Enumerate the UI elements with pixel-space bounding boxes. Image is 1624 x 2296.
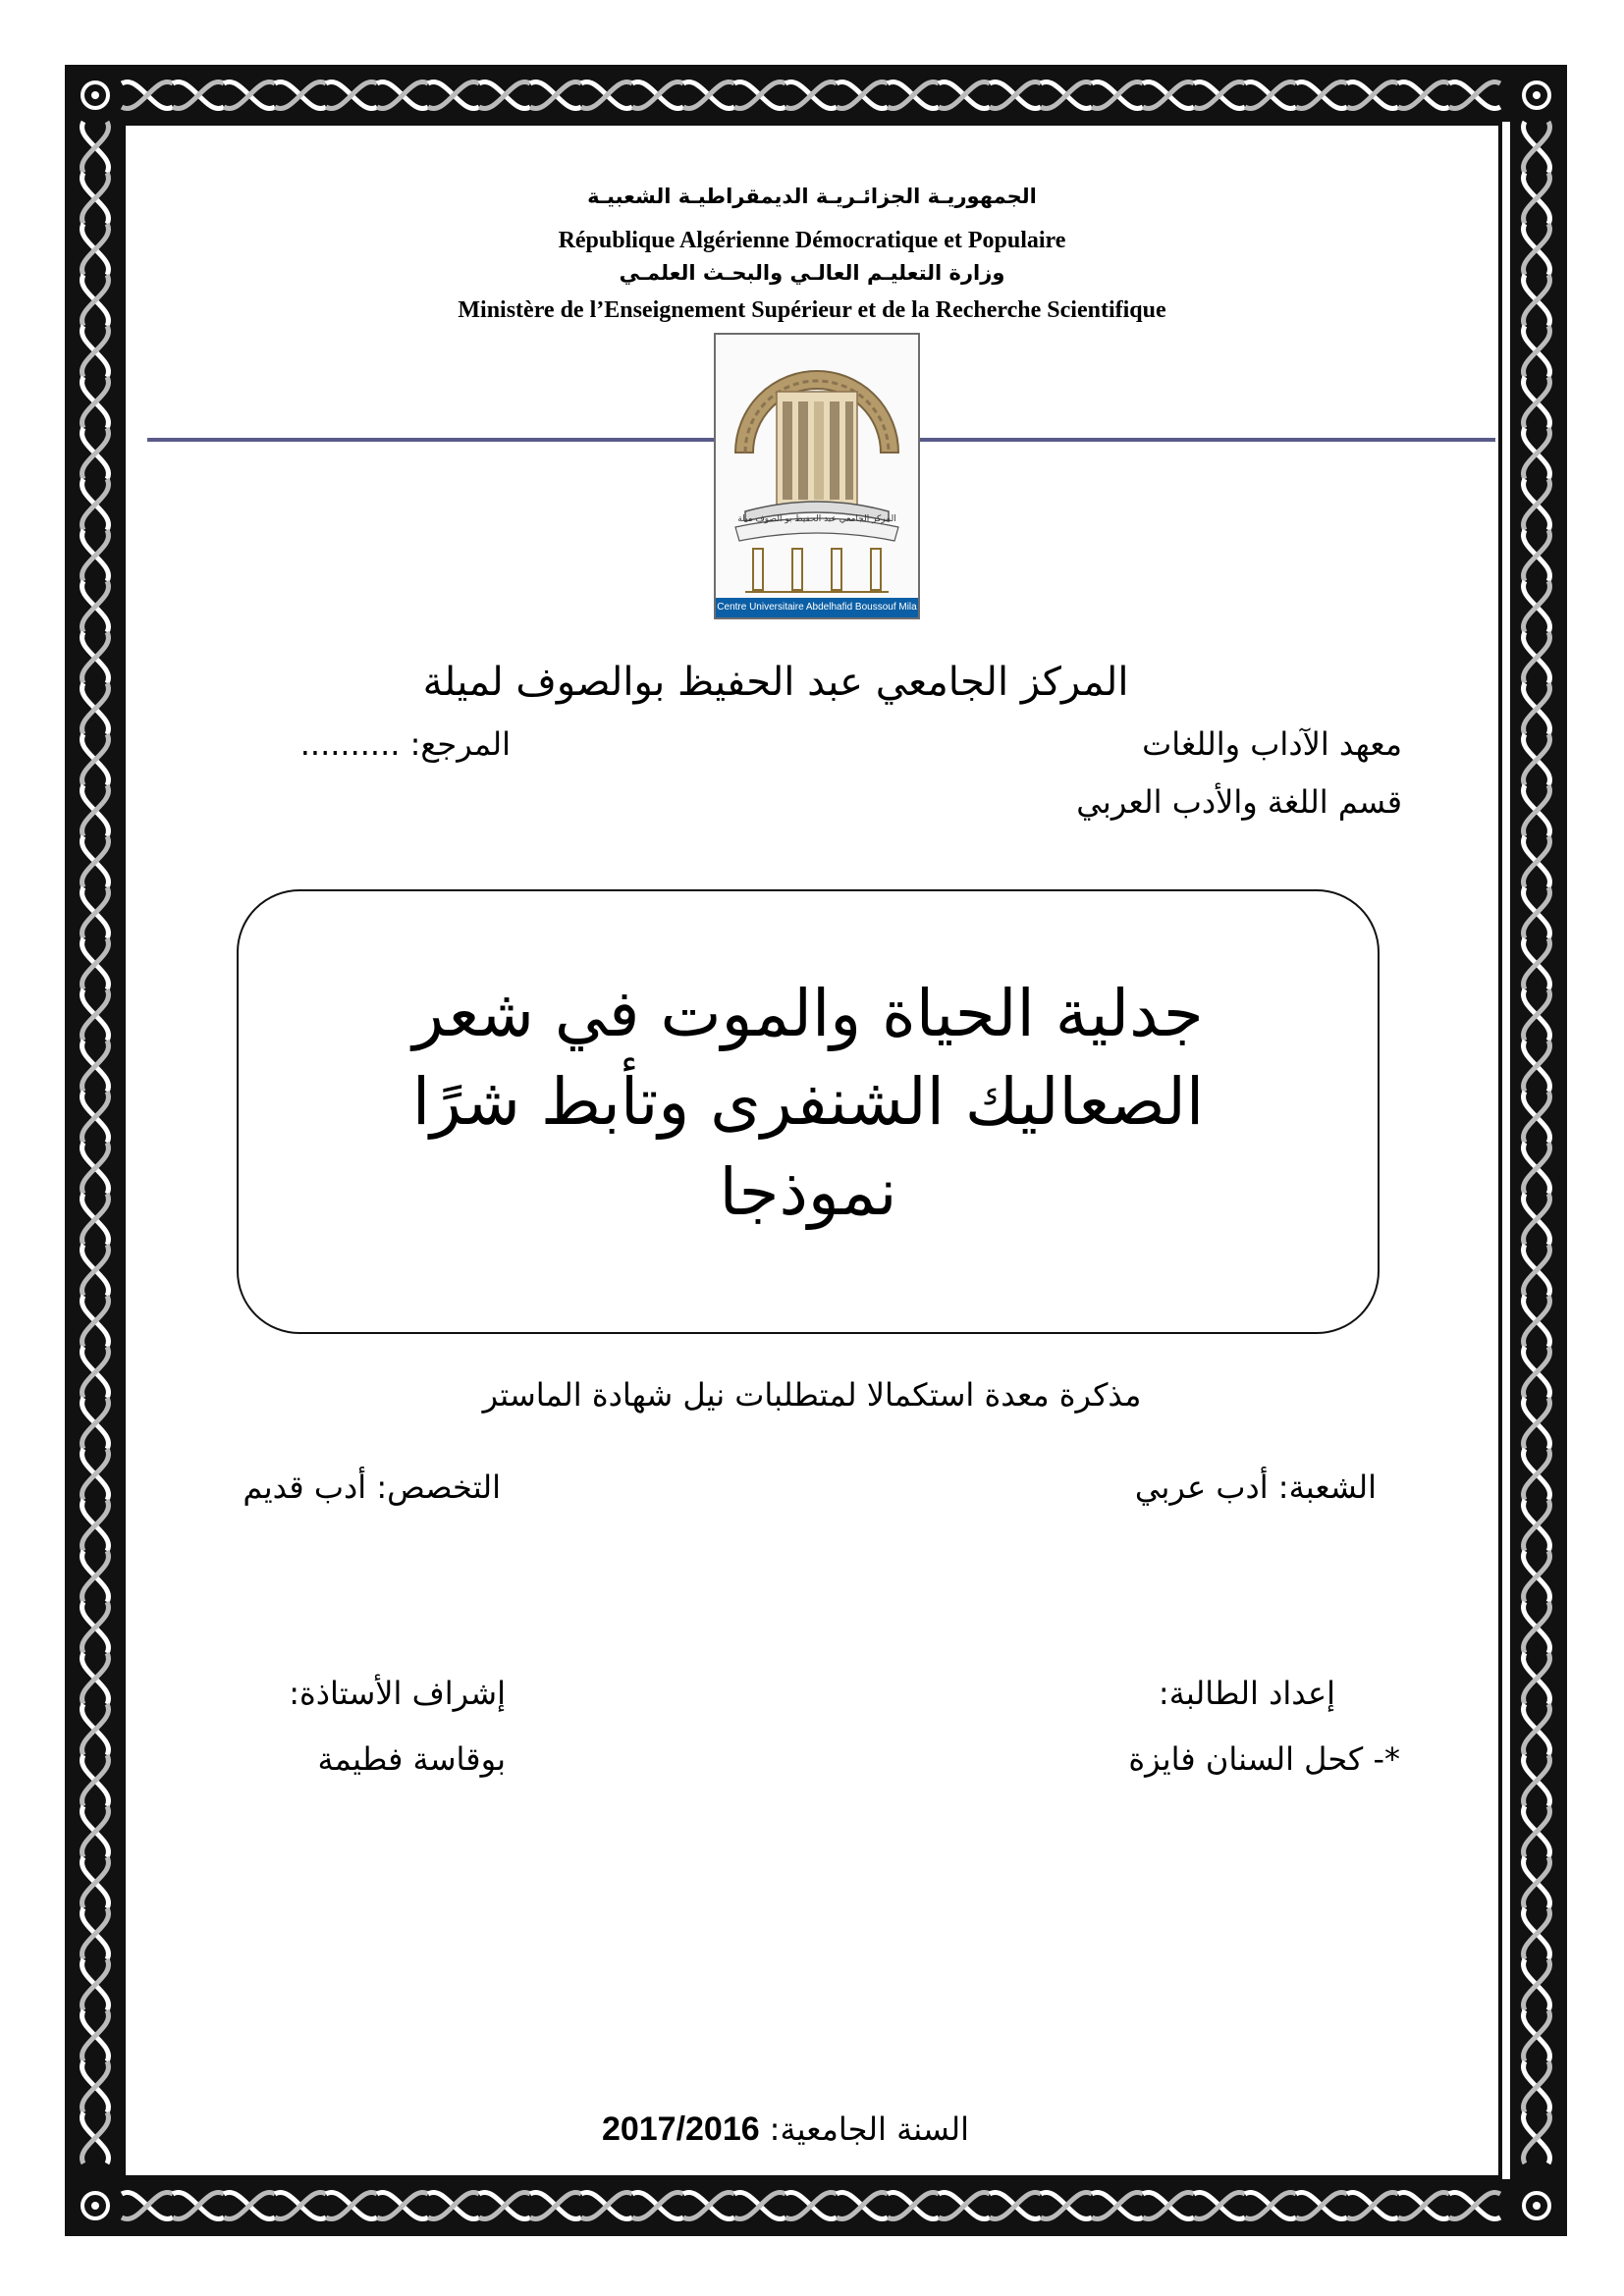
logo-arabic-ribbon: المركز الجامعي عبد الحفيظ بو الصوف ميلة xyxy=(737,514,896,524)
corner-ornament-top-left xyxy=(71,71,120,120)
thesis-title-line-1: جدلية الحياة والموت في شعر xyxy=(412,976,1204,1051)
academic-year-label: السنة الجامعية: xyxy=(769,2110,970,2148)
reference-field: المرجع: .......... xyxy=(299,725,511,763)
student-name: *- كحل السنان فايزة xyxy=(1128,1740,1400,1778)
specialty-field: التخصص: أدب قديم xyxy=(243,1468,501,1506)
prepared-by-label: إعداد الطالبة: xyxy=(1158,1675,1335,1712)
academic-year-value: 2017/2016 xyxy=(601,2110,760,2148)
academic-year xyxy=(560,2110,1011,2149)
corner-ornament-bottom-right xyxy=(1512,2181,1561,2230)
institute-name: معهد الآداب واللغات xyxy=(1142,725,1402,763)
corner-ornament-top-right xyxy=(1512,71,1561,120)
memo-description: مذكرة معدة استكمالا لمتطلبات نيل شهادة الماستر xyxy=(482,1376,1142,1414)
ministry-name-arabic: وزارة التعليـم العالـي والبحـث العلمـي xyxy=(619,261,1005,285)
logo-caption: Centre Universitaire Abdelhafid Boussouf Mila xyxy=(716,598,918,617)
thesis-title-line-2: الصعاليك الشنفرى وتأبط شرًا xyxy=(411,1064,1205,1140)
header-rule-right xyxy=(919,438,1495,442)
ministry-name-french: Ministère de l’Enseignement Supérieur et de la Recherche Scientifique xyxy=(458,297,1166,323)
country-name-arabic: الجمهوريـة الجزائـريـة الديمقراطيـة الشعبيـة xyxy=(587,185,1037,208)
corner-ornament-bottom-left xyxy=(71,2181,120,2230)
country-name-french: République Algérienne Démocratique et Populaire xyxy=(558,228,1066,253)
header-rule-left xyxy=(147,438,715,442)
supervisor-name: بوقاسة فطيمة xyxy=(317,1740,506,1778)
university-logo xyxy=(714,333,920,619)
branch-field: الشعبة: أدب عربي xyxy=(1134,1468,1377,1506)
thesis-title-line-3: نموذجا xyxy=(719,1154,897,1230)
supervisor-label: إشراف الأستاذة: xyxy=(289,1675,506,1712)
department-name: قسم اللغة والأدب العربي xyxy=(1076,783,1402,821)
institution-name: المركز الجامعي عبد الحفيظ بوالصوف لميلة xyxy=(422,660,1129,705)
